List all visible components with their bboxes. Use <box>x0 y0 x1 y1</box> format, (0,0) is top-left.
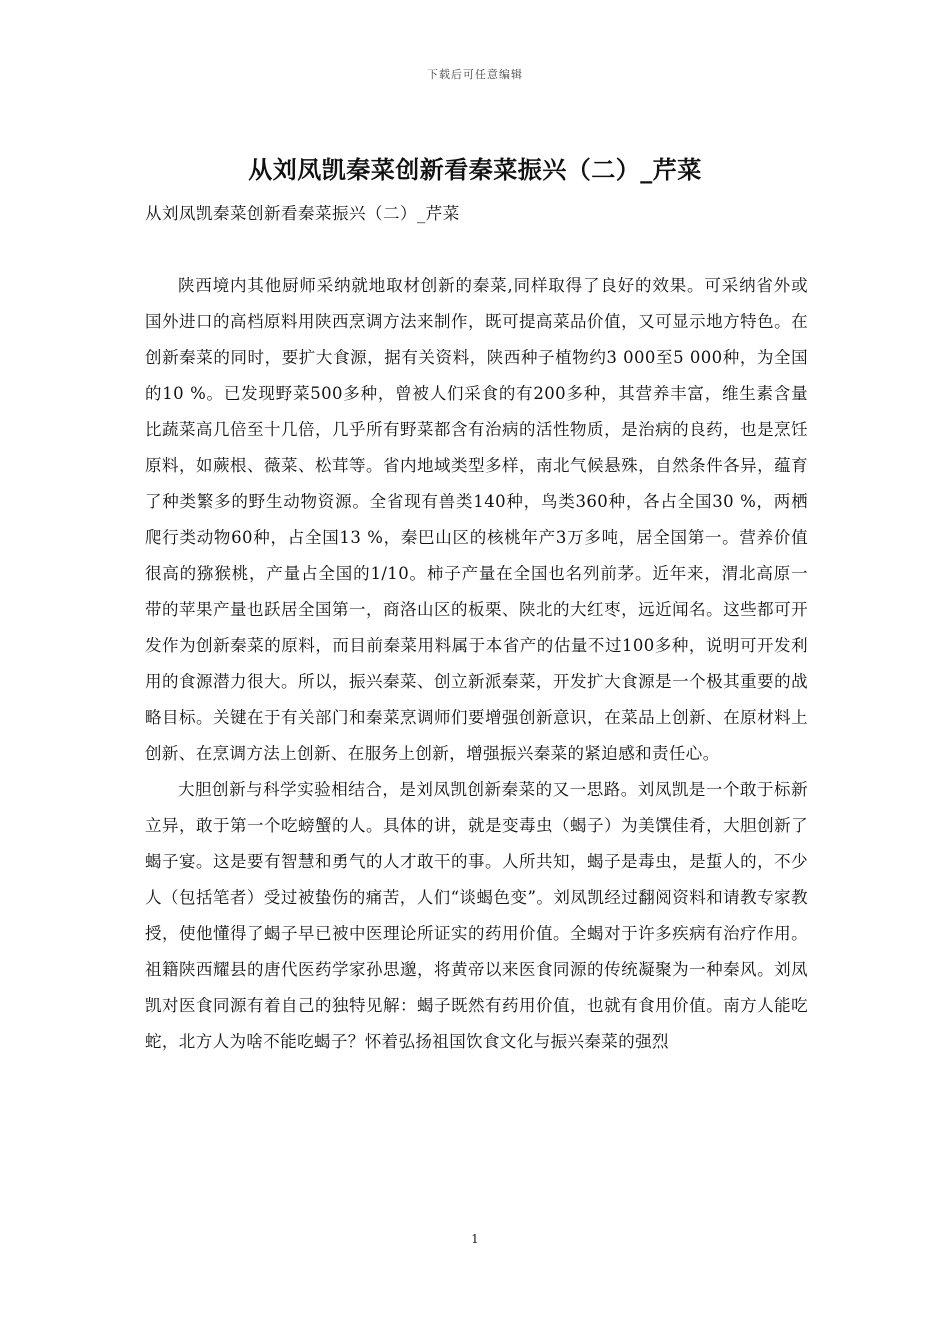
document-subtitle: 从刘凤凯秦菜创新看秦菜振兴（二）_芹菜 <box>145 204 460 223</box>
page-number: 1 <box>471 1232 479 1246</box>
body-paragraph: 陕西境内其他厨师采纳就地取材创新的秦菜,同样取得了良好的效果。可采纳省外或国外进口的高档原料用陕西烹调方法来制作，既可提高菜品价值，又可显示地方特色。在创新秦菜的同时，要扩大食源，据有关资料，陕西种子植物约3 000至5 000种，为全国的10 %。已发现野菜500多种，曾被人们采食的有200多种，其营养丰富，维生素含量比蔬菜高几倍至十几倍，几乎所有野菜都含有治病的活性物质，是治病的良药，也是烹饪原料，如蕨根、薇菜、松茸等。省内地域类型多样，南北气候悬殊，自然条件各异，蕴育了种类繁多的野生动物资源。全省现有兽类140种，鸟类360种，各占全国30 %，两栖爬行类动物60种，占全国13 %，秦巴山区的核桃年产3万多吨，居全国第一。营养价值很高的猕猴桃，产量占全国的1/10。柿子产量在全国也名列前茅。近年来，渭北高原一带的苹果产量也跃居全国第一，商洛山区的板栗、陕北的大红枣，远近闻名。这些都可开发作为创新秦菜的原料，而目前秦菜用料属于本省产的估量不过100多种，说明可开发利用的食源潜力很大。所以，振兴秦菜、创立新派秦菜，开发扩大食源是一个极其重要的战略目标。关键在于有关部门和秦菜烹调师们要增强创新意识，在菜品上创新、在原材料上创新、在烹调方法上创新、在服务上创新，增强振兴秦菜的紧迫感和责任心。 <box>145 276 808 763</box>
page-header-note: 下载后可任意编辑 <box>427 68 523 81</box>
body-paragraph: 大胆创新与科学实验相结合，是刘凤凯创新秦菜的又一思路。刘凤凯是一个敢于标新立异，敢于第一个吃螃蟹的人。具体的讲，就是变毒虫（蝎子）为美馔佳肴，大胆创新了蝎子宴。这是要有智慧和勇气的人才敢干的事。人所共知，蝎子是毒虫，是蜇人的，不少人（包括笔者）受过被蛰伤的痛苦，人们“谈蝎色变”。刘凤凯经过翻阅资料和请教专家教授，使他懂得了蝎子早已被中医理论所证实的药用价值。全蝎对于许多疾病有治疗作用。祖籍陕西耀县的唐代医药学家孙思邈，将黄帝以来医食同源的传统凝聚为一种秦风。刘凤凯对医食同源有着自己的独特见解：蝎子既然有药用价值，也就有食用价值。南方人能吃蛇，北方人为啥不能吃蝎子？怀着弘扬祖国饮食文化与振兴秦菜的强烈 <box>145 780 808 1051</box>
document-title: 从刘凤凯秦菜创新看秦菜振兴（二）_芹菜 <box>248 155 702 184</box>
document-body <box>145 268 808 1060</box>
